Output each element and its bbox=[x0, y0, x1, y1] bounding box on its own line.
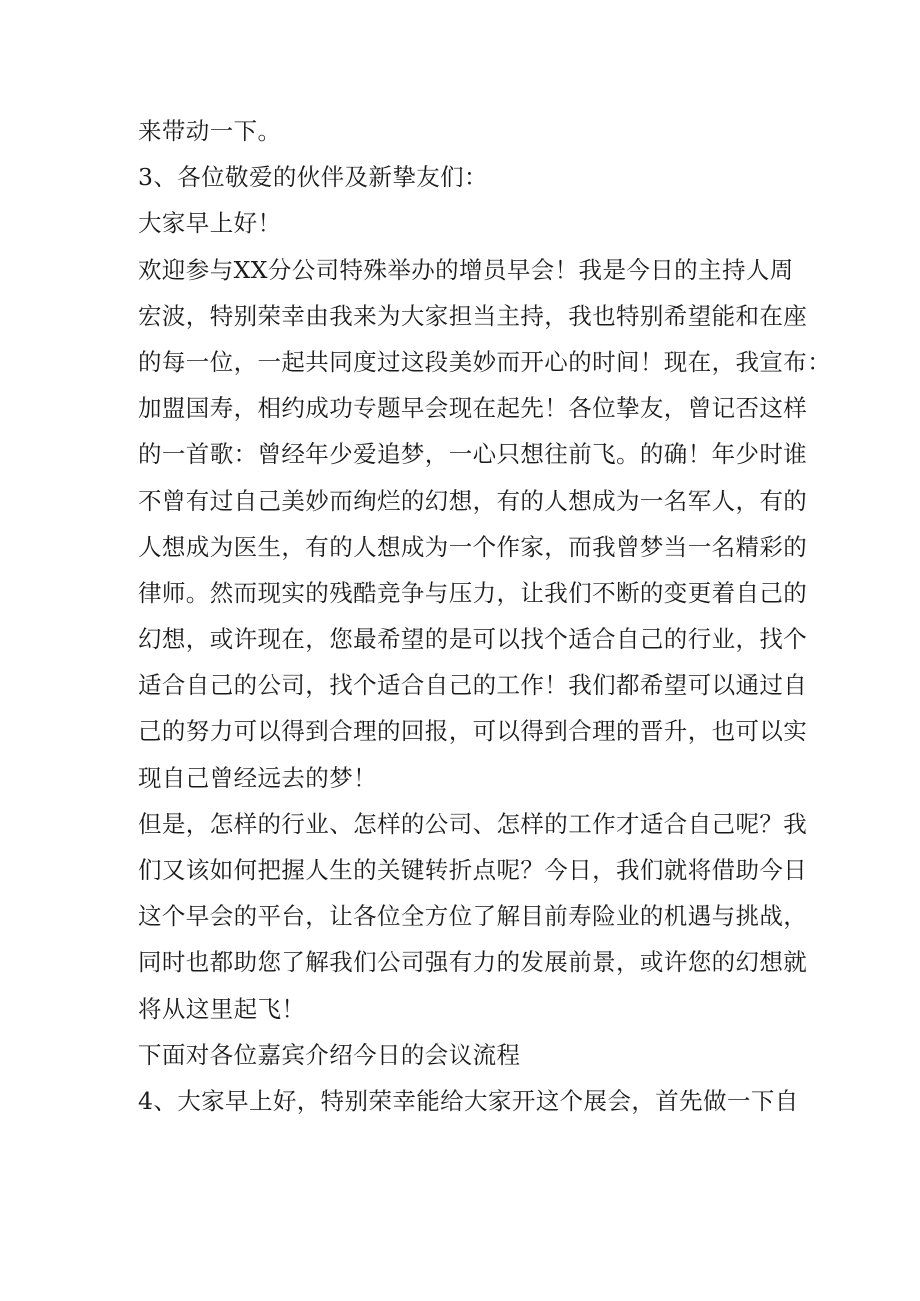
text-line: 同时也都助您了解我们公司强有力的发展前景，或许您的幻想就 bbox=[138, 948, 808, 977]
text-line: 4、大家早上好，特别荣幸能给大家开这个展会，首先做一下自 bbox=[138, 1086, 799, 1115]
text-line: 人想成为医生，有的人想成为一个作家，而我曾梦当一名精彩的 bbox=[138, 532, 808, 561]
text-line: 己的努力可以得到合理的回报，可以得到合理的晋升，也可以实 bbox=[138, 717, 808, 746]
text-line: 大家早上好！ bbox=[138, 209, 282, 238]
text-line: 这个早会的平台，让各位全方位了解目前寿险业的机遇与挑战， bbox=[138, 902, 808, 931]
text-line: 不曾有过自己美妙而绚烂的幻想，有的人想成为一名军人，有的 bbox=[138, 486, 808, 515]
text-line: 3、各位敬爱的伙伴及新挚友们： bbox=[138, 163, 488, 192]
text-line: 欢迎参与XX分公司特殊举办的增员早会！我是今日的主持人周 bbox=[138, 255, 794, 284]
text-line: 下面对各位嘉宾介绍今日的会议流程 bbox=[138, 1040, 521, 1069]
text-line: 幻想，或许现在，您最希望的是可以找个适合自己的行业，找个 bbox=[138, 625, 808, 654]
text-line: 现自己曾经远去的梦！ bbox=[138, 763, 377, 792]
text-line: 加盟国寿，相约成功专题早会现在起先！各位挚友，曾记否这样 bbox=[138, 394, 808, 423]
text-line: 适合自己的公司，找个适合自己的工作！我们都希望可以通过自 bbox=[138, 671, 808, 700]
text-line: 律师。然而现实的残酷竞争与压力，让我们不断的变更着自己的 bbox=[138, 578, 808, 607]
text-line: 的一首歌：曾经年少爱追梦，一心只想往前飞。的确！年少时谁 bbox=[138, 440, 808, 469]
text-line: 来带动一下。 bbox=[138, 117, 282, 145]
text-line: 宏波，特别荣幸由我来为大家担当主持，我也特别希望能和在座 bbox=[138, 301, 808, 330]
text-line: 们又该如何把握人生的关键转折点呢？今日，我们就将借助今日 bbox=[138, 856, 808, 884]
text-line: 的每一位，一起共同度过这段美妙而开心的时间！现在，我宣布： bbox=[138, 347, 832, 376]
text-line: 将从这里起飞！ bbox=[138, 994, 306, 1023]
document-body bbox=[138, 108, 832, 1124]
text-line: 但是，怎样的行业、怎样的公司、怎样的工作才适合自己呢？我 bbox=[138, 809, 808, 838]
